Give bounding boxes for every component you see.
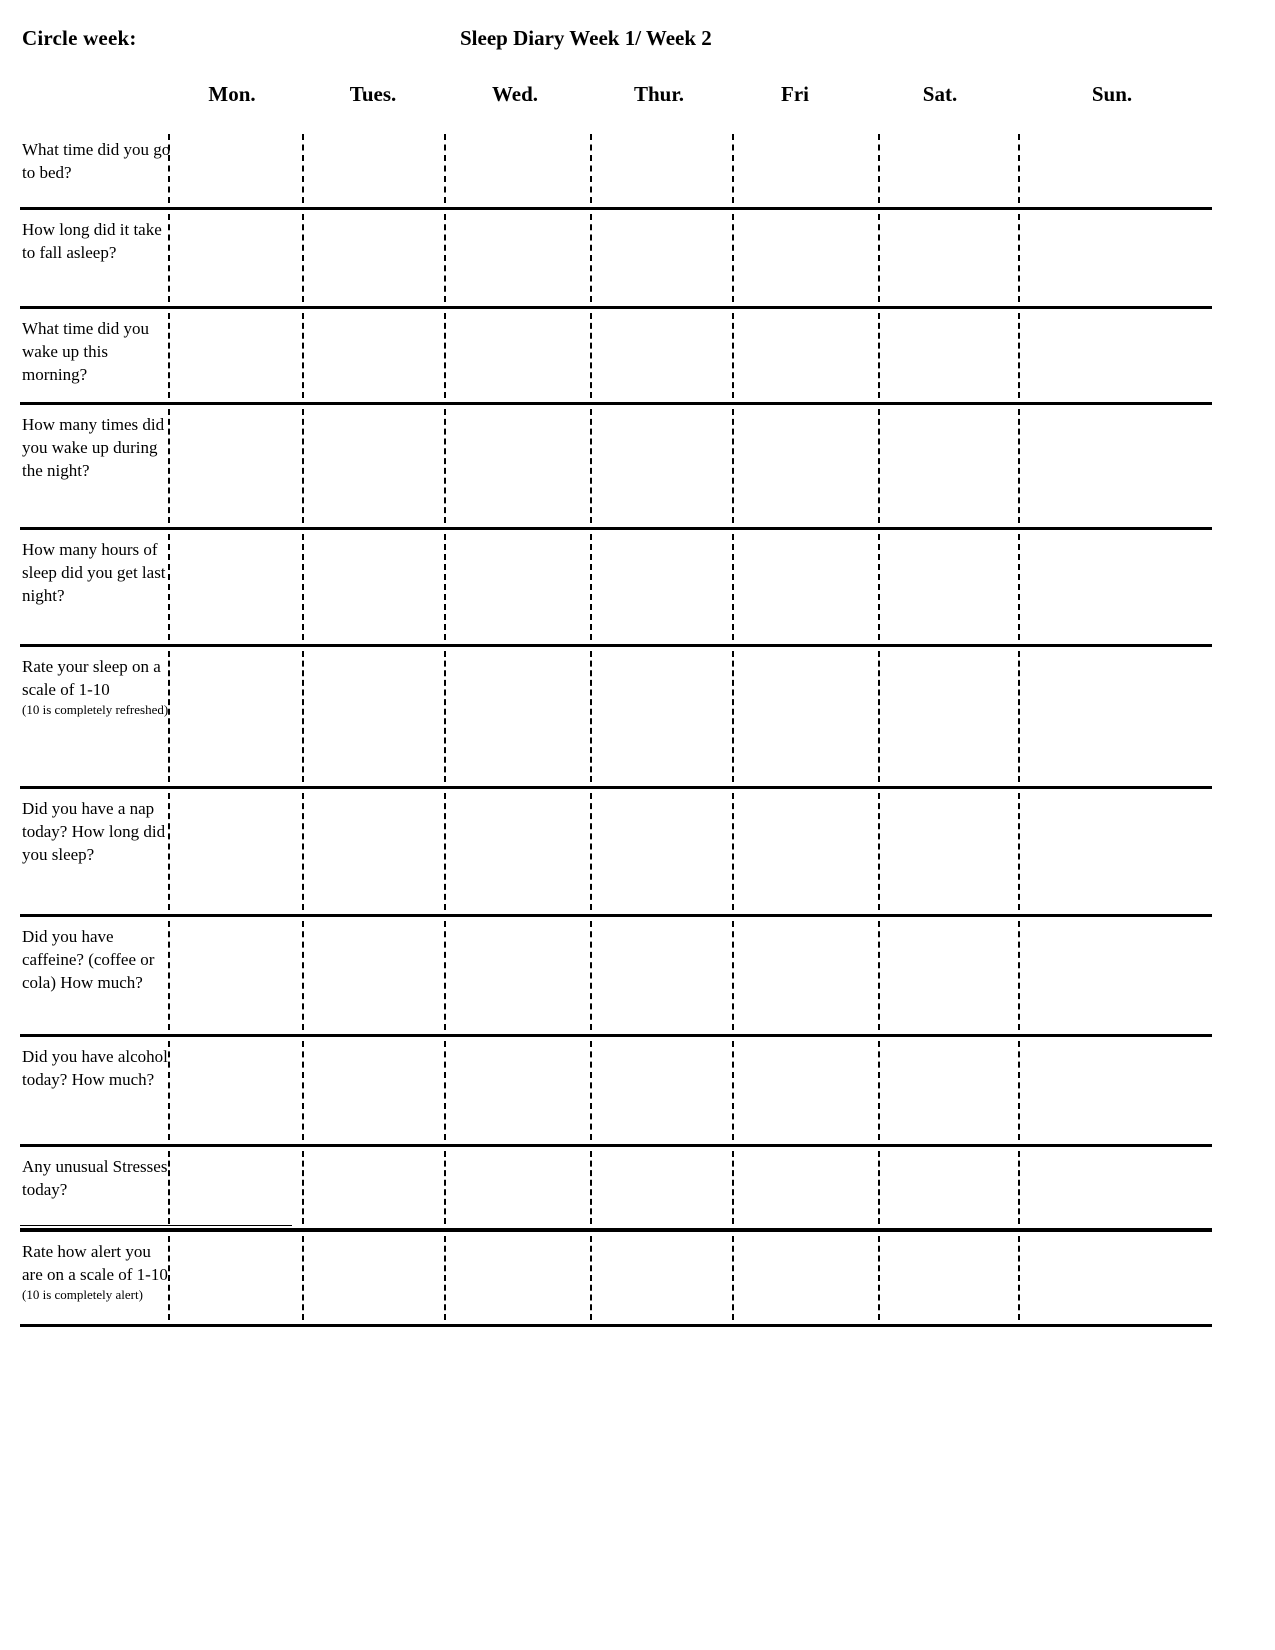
- day-cell-wed[interactable]: [444, 921, 446, 1030]
- day-cell-tues[interactable]: [302, 1151, 304, 1224]
- table-row: [20, 786, 1212, 914]
- day-cell-tues[interactable]: [302, 921, 304, 1030]
- day-cell-mon[interactable]: [168, 313, 170, 398]
- day-cell-sat[interactable]: [878, 409, 880, 523]
- table-row: [20, 1034, 1212, 1144]
- day-cell-tues[interactable]: [302, 214, 304, 302]
- row-question-label: Did you have caffeine? (coffee or cola) How much?: [22, 927, 155, 992]
- row-question-label: What time did you wake up this morning?: [22, 319, 150, 384]
- day-cell-fri[interactable]: [732, 793, 734, 910]
- day-cell-mon[interactable]: [168, 534, 170, 640]
- day-cell-thur[interactable]: [590, 651, 592, 782]
- circle-week-label: Circle week:: [22, 26, 137, 50]
- table-row: [20, 1144, 1212, 1229]
- write-in-line[interactable]: [20, 1225, 292, 1226]
- row-question-label: How long did it take to fall asleep?: [22, 220, 162, 262]
- day-cell-sun[interactable]: [1018, 409, 1020, 523]
- day-header-wed: Wed.: [491, 82, 539, 106]
- day-cell-thur[interactable]: [590, 313, 592, 398]
- day-cell-sat[interactable]: [878, 1041, 880, 1140]
- day-cell-sun[interactable]: [1018, 1151, 1020, 1224]
- row-question-label: Did you have alcohol today? How much?: [22, 1047, 168, 1089]
- table-row: [20, 1229, 1212, 1327]
- day-cell-wed[interactable]: [444, 1236, 446, 1320]
- day-header-sat: Sat.: [922, 82, 958, 106]
- table-row: [20, 207, 1212, 306]
- day-cell-wed[interactable]: [444, 1151, 446, 1224]
- day-cell-tues[interactable]: [302, 651, 304, 782]
- day-cell-sun[interactable]: [1018, 134, 1020, 203]
- day-cell-fri[interactable]: [732, 921, 734, 1030]
- day-cell-mon[interactable]: [168, 214, 170, 302]
- day-cell-thur[interactable]: [590, 214, 592, 302]
- day-cell-sun[interactable]: [1018, 651, 1020, 782]
- day-cell-sat[interactable]: [878, 651, 880, 782]
- day-cell-fri[interactable]: [732, 651, 734, 782]
- day-cell-fri[interactable]: [732, 1236, 734, 1320]
- day-cell-thur[interactable]: [590, 1236, 592, 1320]
- table-row: [20, 306, 1212, 402]
- day-cell-sat[interactable]: [878, 793, 880, 910]
- day-cell-sun[interactable]: [1018, 1041, 1020, 1140]
- day-cell-thur[interactable]: [590, 793, 592, 910]
- day-cell-sat[interactable]: [878, 1151, 880, 1224]
- day-cell-fri[interactable]: [732, 134, 734, 203]
- day-cell-tues[interactable]: [302, 409, 304, 523]
- day-cell-tues[interactable]: [302, 1236, 304, 1320]
- day-cell-tues[interactable]: [302, 1041, 304, 1140]
- day-cell-wed[interactable]: [444, 793, 446, 910]
- day-cell-tues[interactable]: [302, 534, 304, 640]
- day-header-mon: Mon.: [208, 82, 256, 106]
- day-cell-mon[interactable]: [168, 134, 170, 203]
- day-cell-wed[interactable]: [444, 409, 446, 523]
- day-cell-wed[interactable]: [444, 534, 446, 640]
- day-cell-sat[interactable]: [878, 921, 880, 1030]
- row-question-label: Did you have a nap today? How long did you sleep?: [22, 799, 166, 864]
- day-cell-sat[interactable]: [878, 214, 880, 302]
- day-cell-tues[interactable]: [302, 313, 304, 398]
- day-header-sun: Sun.: [1091, 82, 1133, 106]
- day-cell-mon[interactable]: [168, 793, 170, 910]
- row-question-note: (10 is completely alert): [22, 1287, 143, 1302]
- day-cell-fri[interactable]: [732, 214, 734, 302]
- table-row: [20, 644, 1212, 786]
- day-cell-thur[interactable]: [590, 534, 592, 640]
- row-question-label: How many hours of sleep did you get last night?: [22, 540, 166, 605]
- row-question-label: Rate your sleep on a scale of 1-10 (10 is completely refreshed): [22, 655, 172, 718]
- day-cell-sat[interactable]: [878, 134, 880, 203]
- day-cell-sat[interactable]: [878, 534, 880, 640]
- day-cell-fri[interactable]: [732, 409, 734, 523]
- day-cell-sun[interactable]: [1018, 534, 1020, 640]
- row-question-note: (10 is completely refreshed): [22, 702, 169, 717]
- day-header-tues: Tues.: [349, 82, 397, 106]
- day-cell-mon[interactable]: [168, 409, 170, 523]
- day-cell-thur[interactable]: [590, 409, 592, 523]
- table-row: [20, 914, 1212, 1034]
- day-cell-tues[interactable]: [302, 134, 304, 203]
- document-header: [0, 26, 1275, 60]
- day-cell-wed[interactable]: [444, 1041, 446, 1140]
- day-cell-tues[interactable]: [302, 793, 304, 910]
- day-cell-fri[interactable]: [732, 313, 734, 398]
- day-cell-sat[interactable]: [878, 313, 880, 398]
- day-cell-mon[interactable]: [168, 921, 170, 1030]
- table-row: [20, 527, 1212, 644]
- day-cell-thur[interactable]: [590, 1041, 592, 1140]
- day-cell-sun[interactable]: [1018, 1236, 1020, 1320]
- day-cell-mon[interactable]: [168, 1041, 170, 1140]
- page-title: Sleep Diary Week 1/ Week 2: [460, 26, 712, 50]
- day-cell-fri[interactable]: [732, 534, 734, 640]
- day-cell-mon[interactable]: [168, 1236, 170, 1320]
- row-question-label: What time did you go to bed?: [22, 140, 171, 182]
- day-cell-thur[interactable]: [590, 134, 592, 203]
- day-cell-wed[interactable]: [444, 214, 446, 302]
- row-question-label: How many times did you wake up during the night?: [22, 415, 165, 480]
- day-cell-sun[interactable]: [1018, 921, 1020, 1030]
- day-cell-sun[interactable]: [1018, 313, 1020, 398]
- day-cell-mon[interactable]: [168, 1151, 170, 1224]
- day-cell-sun[interactable]: [1018, 214, 1020, 302]
- day-cell-thur[interactable]: [590, 921, 592, 1030]
- day-header-thur: Thur.: [633, 82, 684, 106]
- day-cell-wed[interactable]: [444, 134, 446, 203]
- day-cell-sat[interactable]: [878, 1236, 880, 1320]
- table-row: [20, 130, 1212, 207]
- day-cell-fri[interactable]: [732, 1151, 734, 1224]
- day-header-fri: Fri: [781, 82, 809, 106]
- day-cell-mon[interactable]: [168, 651, 170, 782]
- row-question-label: Rate how alert you are on a scale of 1-10 (10 is completely alert): [22, 1240, 172, 1303]
- day-cell-sun[interactable]: [1018, 793, 1020, 910]
- day-cell-wed[interactable]: [444, 651, 446, 782]
- row-question-label: Any unusual Stresses today?: [22, 1157, 168, 1199]
- sleep-diary-table: [20, 130, 1212, 1327]
- day-cell-thur[interactable]: [590, 1151, 592, 1224]
- day-cell-wed[interactable]: [444, 313, 446, 398]
- table-row: [20, 402, 1212, 527]
- day-cell-fri[interactable]: [732, 1041, 734, 1140]
- day-header-row: [0, 82, 1275, 116]
